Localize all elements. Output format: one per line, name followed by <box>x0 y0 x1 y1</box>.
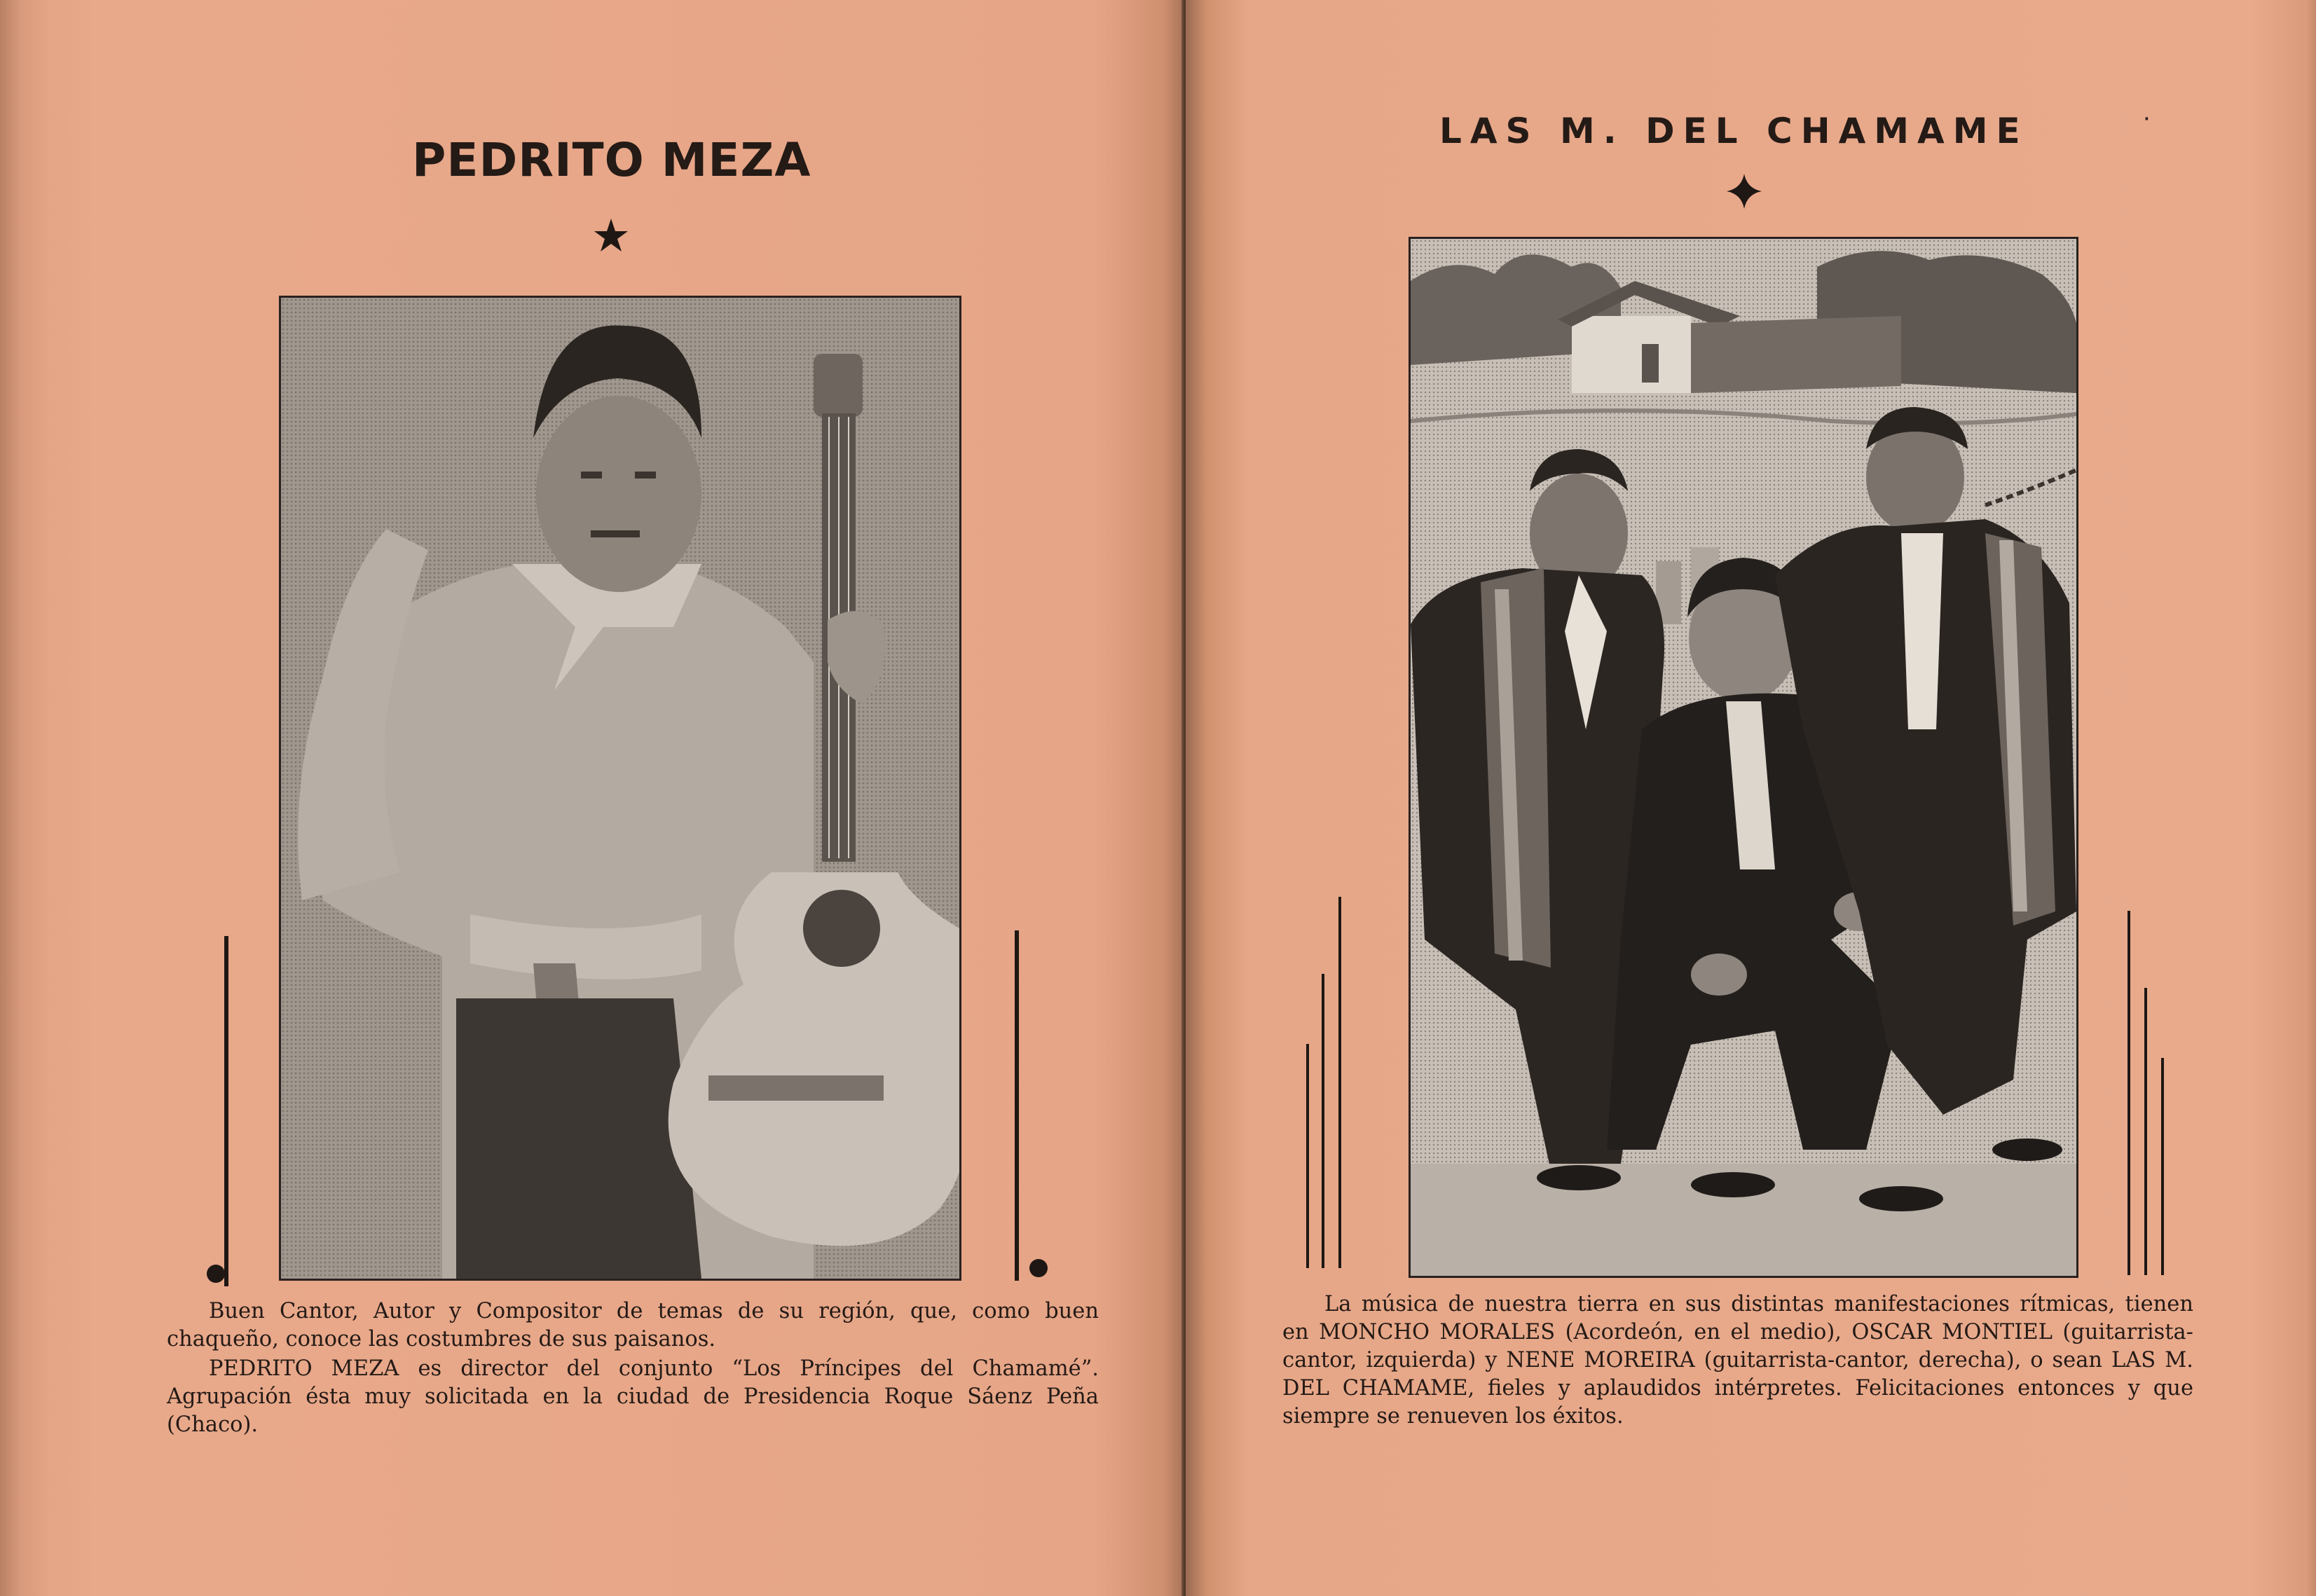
caption-paragraph: Buen Cantor, Autor y Compositor de temas de su región, que, como buen chaqueño, conoce las costumbres de sus paisanos. <box>167 1299 1099 1351</box>
right-lines-ornament <box>2123 911 2179 1282</box>
right-caption <box>1282 1291 2193 1431</box>
right-rule-ornament <box>1008 930 1050 1288</box>
left-page-title: PEDRITO MEZA <box>412 133 811 187</box>
margin-mark: · <box>2143 105 2151 133</box>
four-point-star-icon <box>1727 174 1762 209</box>
left-caption <box>167 1298 1099 1439</box>
las-m-del-chamame-photo <box>1409 237 2078 1278</box>
left-lines-ornament <box>1303 897 1359 1275</box>
right-page <box>1186 0 2316 1596</box>
right-page-title: LAS M. DEL CHAMAME <box>1439 111 2029 151</box>
caption-paragraph: La música de nuestra tierra en sus distintas manifestaciones rítmicas, tienen en MONCHO MORALES (Acordeón, en el medio), OSCAR MONTIEL (guitarrista-cantor, izquierda) y NENE MOREIRA (guitarrista-cantor, derecha), o sean LAS M. DEL CHAMAME, fieles y aplaudidos intérpretes. Felicitaciones entonces y que siempre se renueven los éxitos. <box>1282 1292 2193 1429</box>
caption-paragraph: PEDRITO MEZA es director del conjunto “Los Príncipes del Chamamé”. Agrupación ésta muy solicitada en la ciudad de Presidencia Roque Sáenz Peña (Chaco). <box>167 1356 1099 1437</box>
star-icon <box>593 217 629 254</box>
pedrito-meza-photo <box>279 296 961 1281</box>
left-rule-ornament <box>203 936 238 1293</box>
